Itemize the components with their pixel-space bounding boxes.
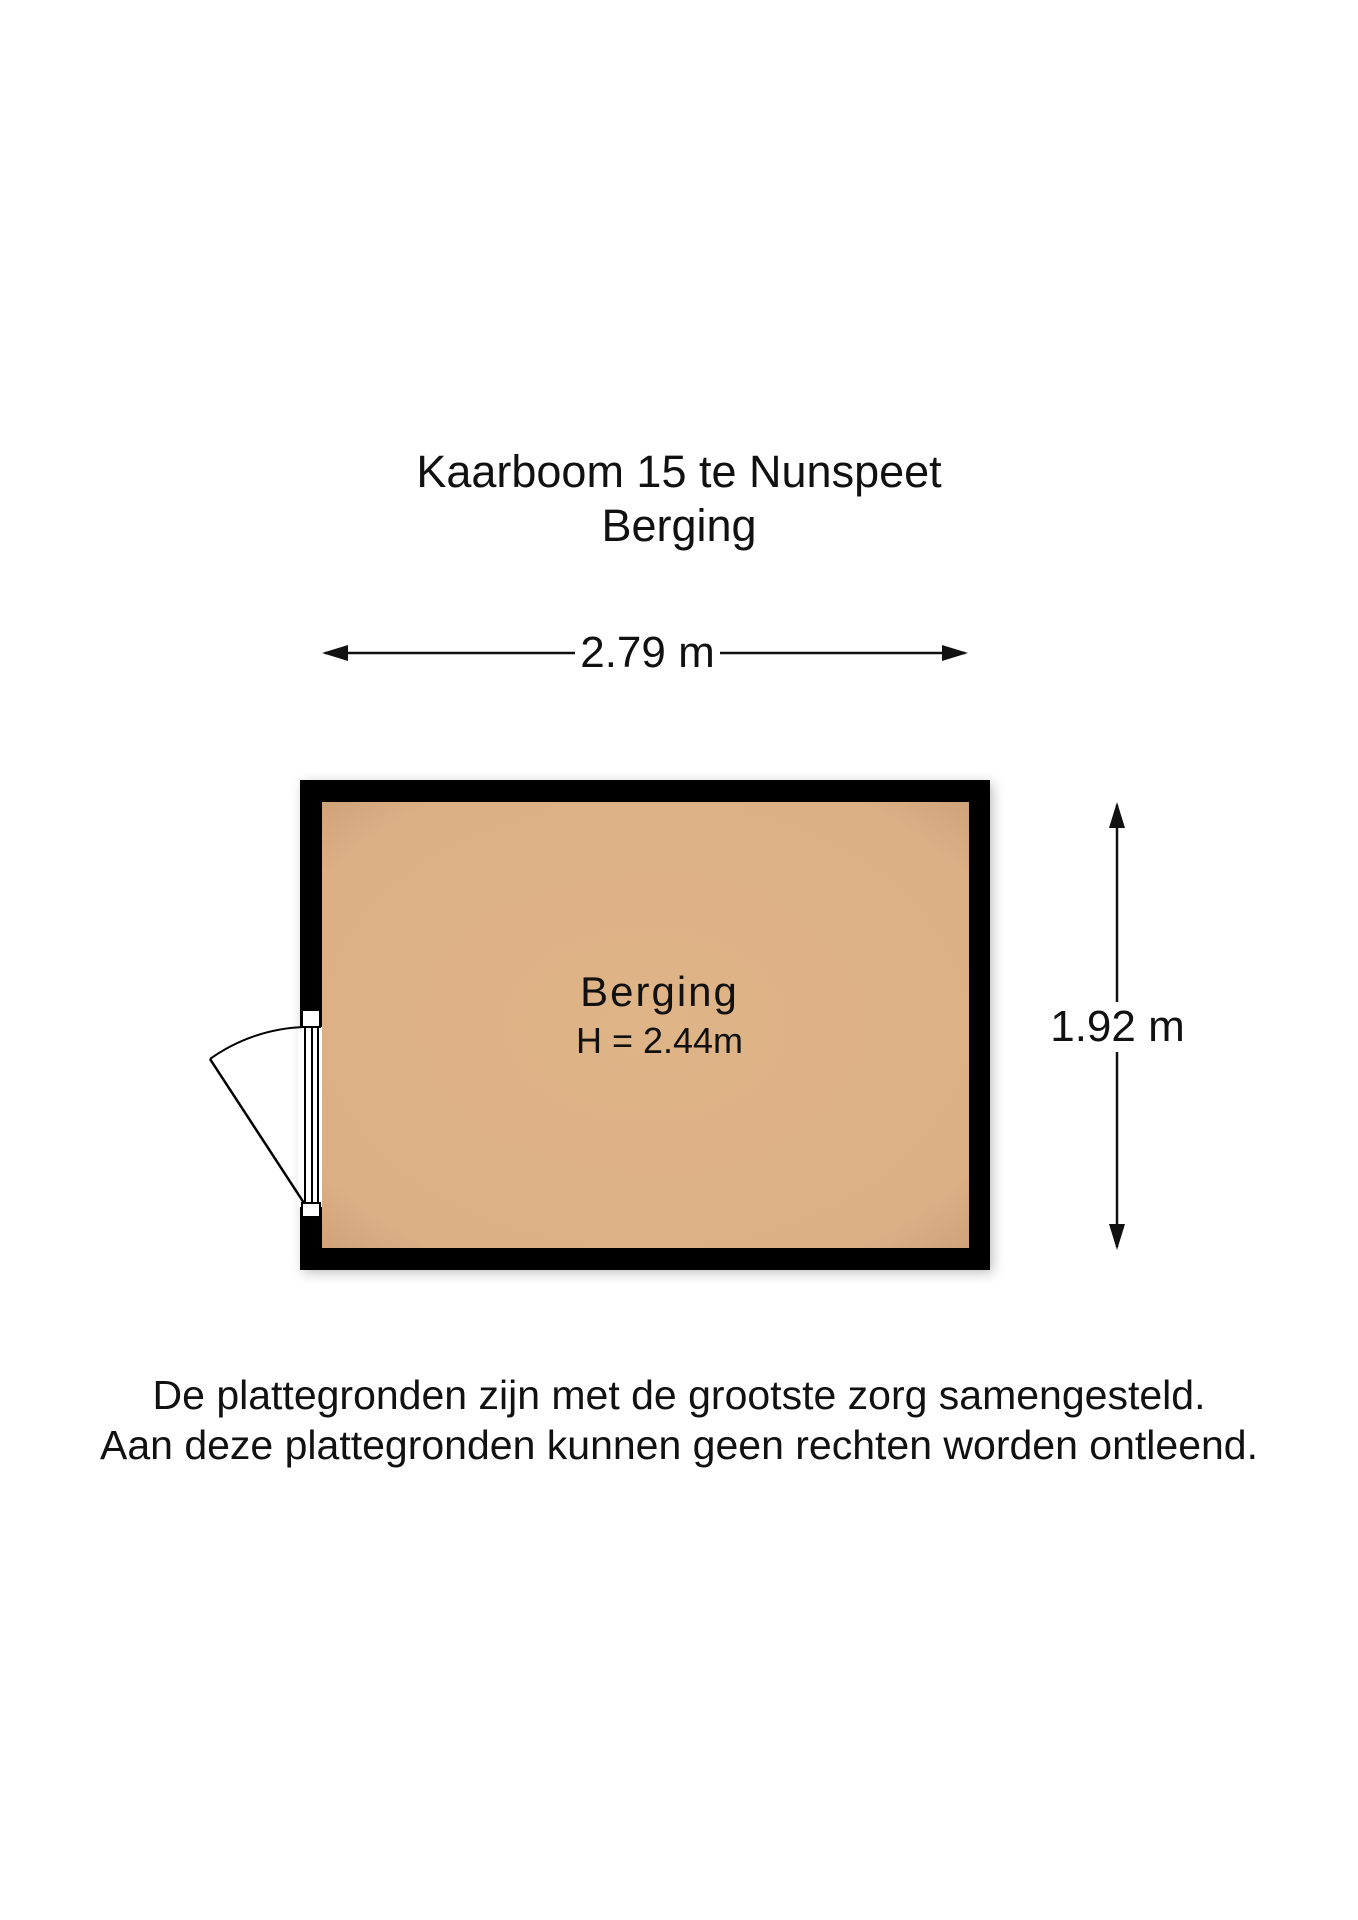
height-dimension-label: 1.92 m: [1045, 1002, 1190, 1052]
width-dimension-label: 2.79 m: [575, 628, 720, 678]
arrow-down-icon: [1109, 1224, 1125, 1250]
plan-title-address: Kaarboom 15 te Nunspeet: [416, 446, 942, 497]
disclaimer-line-2: Aan deze plattegronden kunnen geen rechten worden ontleend.: [99, 1422, 1258, 1468]
arrow-left-icon: [322, 645, 348, 661]
room-height-label: H = 2.44m: [575, 1020, 744, 1061]
plan-title-floor: Berging: [601, 500, 757, 551]
arrow-right-icon: [942, 645, 968, 661]
door-leaf: [210, 1059, 304, 1203]
arrow-up-icon: [1109, 802, 1125, 828]
disclaimer-line-1: De plattegronden zijn met de grootste zorg samengesteld.: [152, 1372, 1206, 1418]
door-swing-arc: [210, 1027, 304, 1059]
room-name-label: Berging: [580, 968, 739, 1015]
door: [210, 1010, 322, 1217]
